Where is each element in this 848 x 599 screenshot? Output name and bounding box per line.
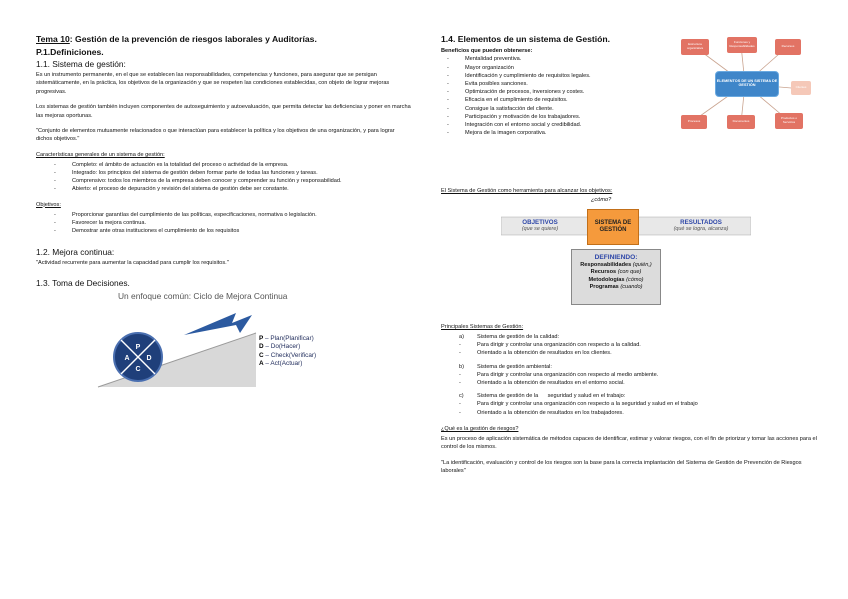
- pdca-legend: [259, 335, 316, 369]
- objectives-list: [36, 211, 412, 236]
- wheel-letter-d: D: [146, 354, 152, 362]
- left-column: [36, 34, 412, 389]
- list-item: - Para dirigir y controlar una organización con respecto al medio ambiente.: [459, 371, 821, 379]
- benefits-list: [441, 55, 691, 137]
- right-column: [441, 34, 821, 482]
- pdca-item-plan: P – Plan(Planificar): [259, 334, 314, 342]
- system-quality-list: [441, 341, 821, 357]
- def-item: Programas (cuando): [589, 284, 643, 291]
- pdca-title: Un enfoque común: Ciclo de Mejora Continua: [118, 290, 288, 301]
- wheel-letter-a: A: [124, 354, 130, 362]
- como-label: ¿cómo?: [591, 197, 612, 203]
- paragraph: "Actividad recurrente para aumentar la capacidad para cumplir los requisitos.": [36, 260, 229, 267]
- sistema-gestion-box: SISTEMA DE GESTIÓN: [587, 209, 639, 245]
- section-1-1-heading: 1.1. Sistema de gestión:: [36, 59, 126, 69]
- definiendo-label: DEFINIENDO:: [594, 254, 638, 261]
- node-recursos: Recursos: [775, 39, 801, 55]
- doc-title: Tema 10: Gestión de la prevención de riesgos laborales y Auditorías.: [36, 34, 317, 44]
- list-item: - Comprensivo: todos los miembros de la empresa deben conocer y comprender su función y responsabilidad.: [54, 177, 412, 185]
- up-arrow-icon: [184, 313, 252, 335]
- list-item: - Integrado: los principios del sistema de gestión deben formar parte de todas las funciones y tareas.: [54, 169, 412, 177]
- pdca-item-do: D – Do(Hacer): [259, 343, 301, 351]
- pdca-item-check: C – Check(Verificar): [259, 351, 317, 359]
- list-item: - Optimización de procesos, inversiones y costes.: [447, 88, 691, 96]
- node-procesos: Procesos: [681, 115, 707, 129]
- system-quality-title: a) Sistema de gestión de la calidad:: [459, 334, 560, 340]
- list-item: - Mayor organización: [447, 64, 691, 72]
- section-1-2-heading: 1.2. Mejora continua:: [36, 247, 115, 258]
- list-item: - Identificación y cumplimiento de requisitos legales.: [447, 72, 691, 80]
- system-env-title: b) Sistema de gestión ambiental:: [459, 363, 552, 370]
- list-item: - Completo: el ámbito de actuación es la totalidad del proceso o actividad de la empresa.: [54, 161, 412, 169]
- benefits-intro: Beneficios que pueden obtenerse:: [441, 48, 533, 54]
- list-item: - Participación y motivación de los trabajadores.: [447, 113, 691, 121]
- resultados-sub: (qué se logra, alcanza): [673, 226, 729, 232]
- paragraph: Es un instrumento permanente, en el que se establecen las responsabilidades, competencias y funciones, para asegurar que se persigan sistemáticamente, en la práctica, los objetivos de la organización y que se respeten las condiciones establecidas, con objeto de lograr mejoras progresivas.: [36, 72, 390, 95]
- benefits-block: [441, 40, 821, 187]
- node-clientes: Clientes: [791, 81, 811, 95]
- characteristics-list: [36, 161, 412, 194]
- wheel-letter-c: C: [135, 365, 141, 373]
- node-documentos: Documentos: [727, 115, 755, 129]
- list-item: - Para dirigir y controlar una organización con respecto a la seguridad y salud en el trabajo: [459, 400, 821, 408]
- objetivos-sub: (que se quiere): [521, 226, 559, 232]
- node-funciones: Funciones y Responsabilidades: [727, 37, 757, 53]
- resultados-label: RESULTADOS: [680, 219, 722, 226]
- def-item: Responsabilidades (quién,): [580, 261, 652, 268]
- node-estructura: Estructura organizativa: [681, 39, 709, 55]
- pdca-cycle-graphic: [96, 303, 266, 389]
- list-item: - Orientado a la obtención de resultados en el entorno social.: [459, 379, 821, 387]
- quote-paragraph: "Conjunto de elementos mutuamente relacionados o que interactúan para establecer la política y los objetivos de una organización, y para lograr dichos objetivos.": [36, 128, 395, 143]
- wheel-letter-p: P: [135, 343, 141, 351]
- def-item: Metodologías (cómo): [588, 276, 644, 283]
- list-item: - Proporcionar garantías del cumplimiento de las políticas, especificaciones, normativa o legislación.: [54, 211, 412, 219]
- list-item: - Evita posibles sanciones.: [447, 80, 691, 88]
- system-safety-title: c) Sistema de gestión de la seguridad y salud en el trabajo:: [459, 393, 626, 400]
- characteristics-title: Características generales de un sistema de gestión:: [36, 151, 165, 158]
- list-item: - Integración con el entorno social y credibilidad.: [447, 121, 691, 129]
- pdca-item-act: A – Act(Actuar): [259, 360, 303, 368]
- objetivos-label: OBJETIVOS: [522, 219, 558, 226]
- sg-tool-title: El Sistema de Gestión como herramienta para alcanzar los objetivos:: [441, 188, 613, 194]
- list-item: - Orientado a la obtención de resultados en los clientes.: [459, 349, 821, 357]
- system-safety-list: [441, 400, 821, 416]
- def-item: Recursos (con que): [590, 269, 642, 276]
- list-item: - Abierto: el proceso de depuración y revisión del sistema de gestión debe ser constante.: [54, 185, 412, 193]
- section-1-3-heading: 1.3. Toma de Decisiones.: [36, 277, 130, 288]
- list-item: - Mejora de la imagen corporativa.: [447, 129, 691, 137]
- list-item: - Orientado a la obtención de resultados en los trabajadores.: [459, 409, 821, 417]
- quote-paragraph: "La identificación, evaluación y control de los riesgos son la base para la correcta implantación del Sistema de Gestión de Prevención de Riesgos laborales": [441, 459, 802, 475]
- list-item: - Demostrar ante otras instituciones el cumplimiento de los requisitos: [54, 227, 412, 235]
- list-item: - Favorecer la mejora continua.: [54, 219, 412, 227]
- list-item: - Eficacia en el cumplimiento de requisitos.: [447, 96, 691, 104]
- objectives-title: Objetivos:: [36, 201, 61, 208]
- principal-systems-title: Principales Sistemas de Gestión:: [441, 324, 524, 330]
- node-center: ELEMENTOS DE UN SISTEMA DE GESTIÓN: [715, 71, 779, 97]
- paragraph: Es un proceso de aplicación sistemática de métodos capaces de identificar, estimar y valorar riesgos, con el fin de priorizar y tomar las acciones para el control de los mismos.: [441, 435, 817, 451]
- list-item: - Mentalidad preventiva.: [447, 55, 691, 63]
- definitions-heading: P.1.Definiciones.: [36, 47, 104, 57]
- elements-mindmap: [679, 35, 811, 133]
- node-productos: Productos o Servicios: [775, 113, 803, 129]
- risk-management-title: ¿Qué es la gestión de riesgos?: [441, 425, 519, 432]
- objectives-diagram: [441, 197, 821, 323]
- objetivos-box: [507, 219, 573, 233]
- list-item: - Para dirigir y controlar una organización con respecto a la calidad.: [459, 341, 821, 349]
- list-item: - Consigue la satisfacción del cliente.: [447, 105, 691, 113]
- benefits-list-wrap: [441, 47, 691, 144]
- pdca-diagram: [36, 291, 412, 389]
- system-env-list: [441, 371, 821, 387]
- section-1-4-heading: 1.4. Elementos de un sistema de Gestión.: [441, 34, 611, 44]
- paragraph: Los sistemas de gestión también incluyen componentes de autoseguimiento y autoevaluación, que permita detectar las deficiencias y poner en marcha las mejoras oportunas.: [36, 104, 411, 119]
- definiendo-box: [571, 249, 661, 305]
- resultados-box: [653, 219, 749, 233]
